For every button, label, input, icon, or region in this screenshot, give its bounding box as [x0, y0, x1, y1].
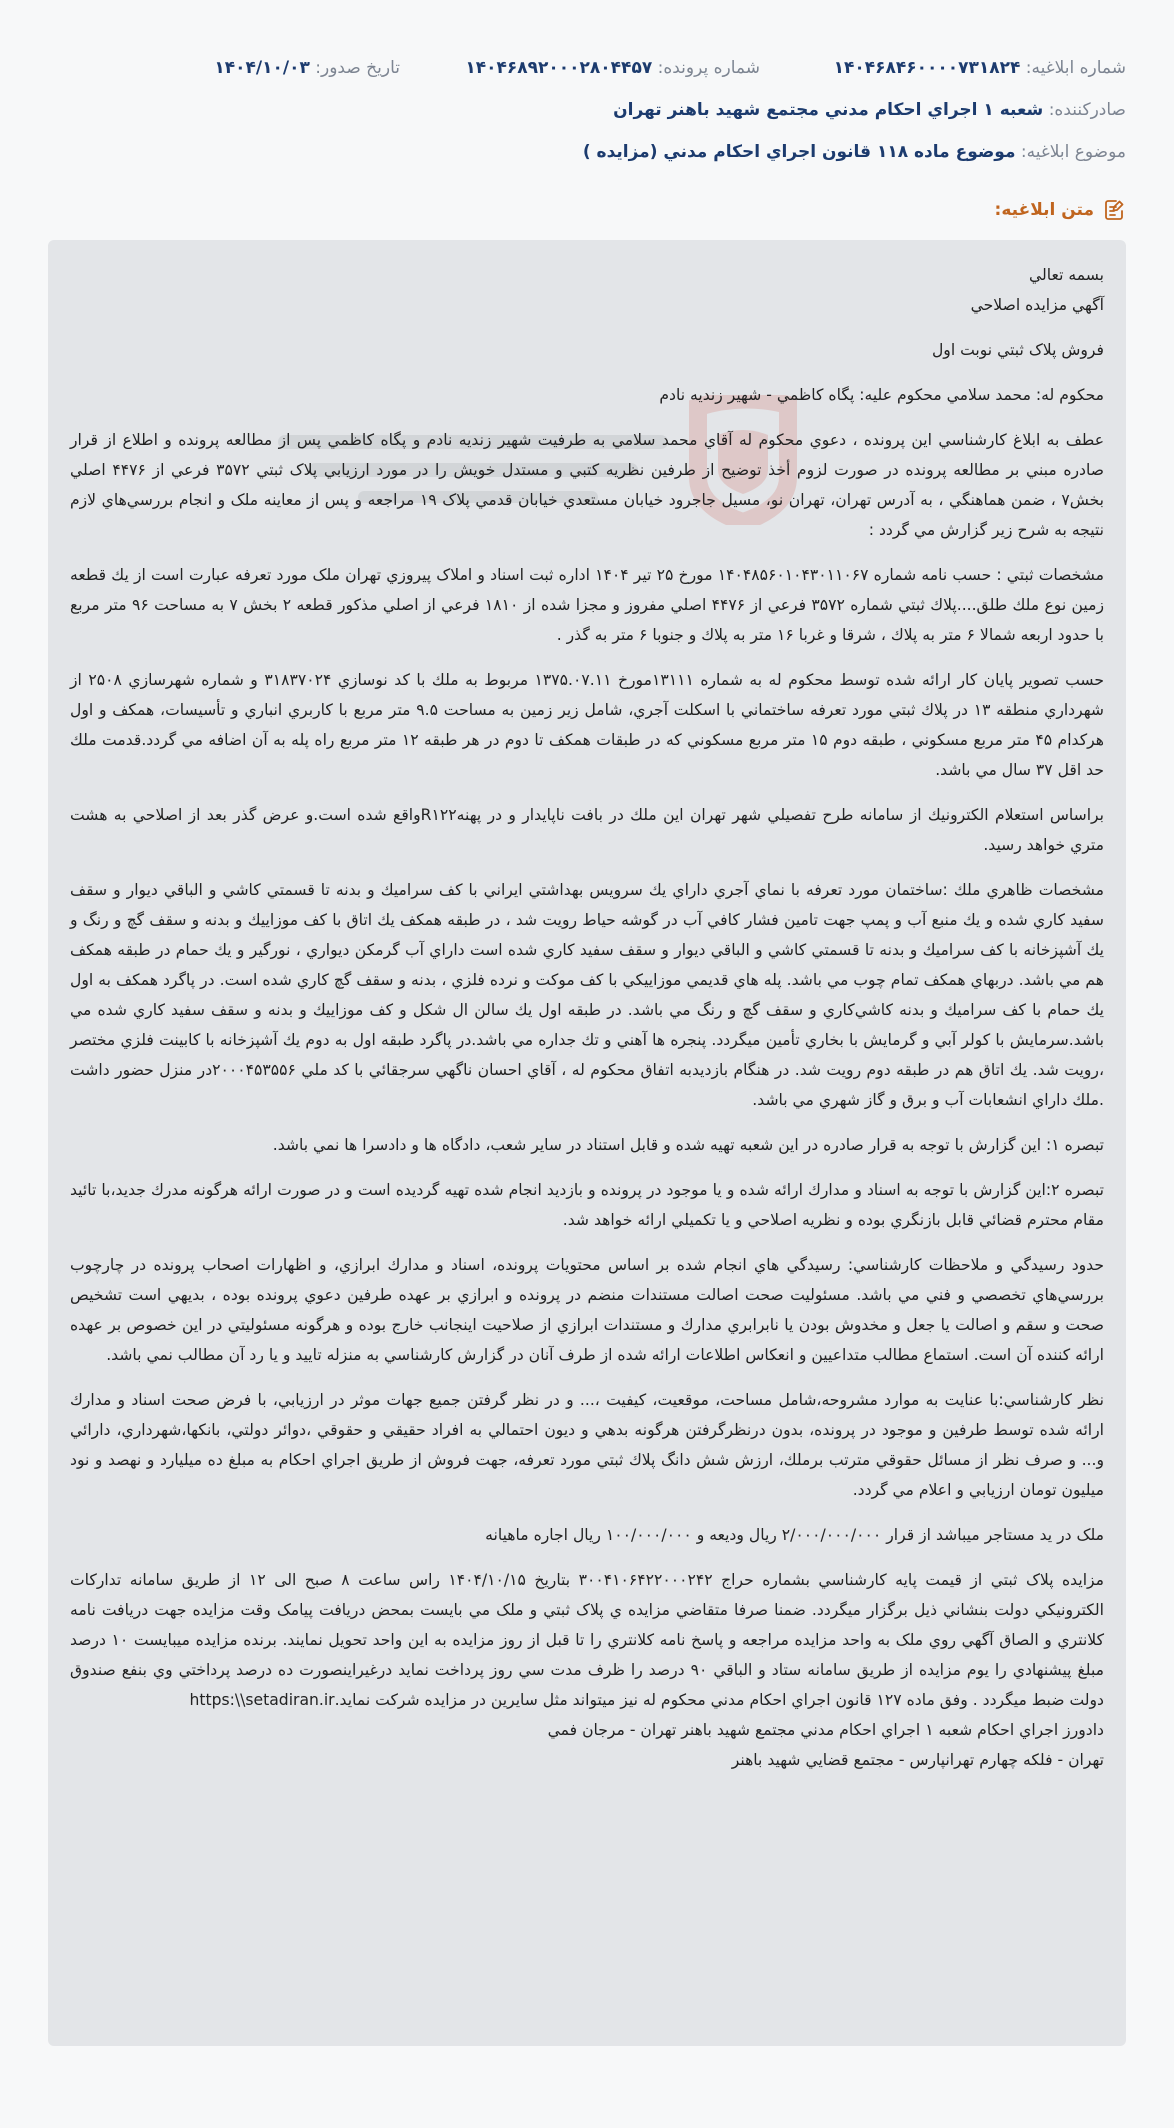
body-line-4: محکوم له: محمد سلامي محکوم عليه: پگاه کاظمي - شهير زنديه نادم [659, 386, 1104, 404]
notice-number: شماره ابلاغيه: ۱۴۰۴۶۸۴۶۰۰۰۰۷۳۱۸۲۴ [833, 58, 1126, 78]
body-paragraph-10: ملک در يد مستاجر ميباشد از قرار ۲/۰۰۰/۰۰۰/۰۰۰ ريال وديعه و ۱۰۰/۰۰۰/۰۰۰ ريال اجاره ماهيانه [485, 1526, 1104, 1544]
body-paragraph-8: حدود رسيدگي و ملاحظات كارشناسي: رسيدگي هاي انجام شده بر اساس محتويات پرونده، اسناد و مدارك ابرازي، و اظهارات اصحاب پرونده در چارچوب بررسي‌هاي تخصصي و فني مي باشد. مسئوليت صحت اصالت مستندات منضم در پرونده و ابرازي بر عهده طرفين دعوي پرونده بوده ، بديهي است تشخيص صحت و سقم و اصالت يا جعل و مخدوش بودن يا نابرابري مدارك و مستندات ابرازي از صلاحيت اينجانب خارج بوده و هرگونه مسئوليتي در اين خصوص بر عهده ارائه كننده آن است. استماع مطالب متداعيين و انعكاس اطلاعات ارائه شده از طرف آنان در گزارش كارشناسي به منزله تاييد و يا رد آن مطالب نمي باشد. [70, 1256, 1104, 1364]
notice-heading: متن ابلاغيه: [995, 198, 1126, 222]
body-paragraph-3: حسب تصوير پايان كار ارائه شده توسط محكوم له به شماره ۱۳۱۱۱مورخ ۱۳۷۵.۰۷.۱۱ مربوط به ملك با كد نوسازي ۳۱۸۳۷۰۲۴ و شماره شهرسازي ۲۵۰۸ از شهرداري منطقه ۱۳ در پلاك ثبتي مورد تعرفه ساختماني با اسكلت آجري، شامل زير زمين به مساحت ۹.۵ متر مربع با كاربري انباري و تأسيسات، همكف و اول هركدام ۴۵ متر مربع مسكوني ، طبقه دوم ۱۵ متر مربع مسكوني كه در طبقات همكف تا دوم در هر طبقه ۱۲ متر مربع راه پله به آن اضافه مي گردد.قدمت ملك حد اقل ۳۷ سال مي باشد. [70, 671, 1104, 779]
issuer: صادرکننده: شعبه ۱ اجراي احكام مدني مجتمع شهيد باهنر تهران [613, 100, 1126, 120]
notice-body [70, 260, 1104, 1775]
body-paragraph-2: مشخصات ثبتي : حسب نامه شماره ۱۴۰۴۸۵۶۰۱۰۴۳۰۱۱۰۶۷ مورخ ۲۵ تير ۱۴۰۴ اداره ثبت اسناد و املاک پيروزي تهران ملک مورد تعرفه عبارت است از يك قطعه زمين نوع ملك طلق....پلاك ثبتي شماره ۳۵۷۲ فرعي از ۴۴۷۶ اصلي مفروز و مجزا شده از ۱۸۱۰ فرعي از اصلي مذكور قطعه ۲ بخش ۷ به مساحت ۹۶ متر مربع با حدود اربعه شمالا ۶ متر به پلاك ، شرقا و غربا ۱۶ متر به پلاك و جنوبا ۶ متر به گذر . [70, 566, 1104, 644]
document-edit-icon [1102, 198, 1126, 222]
case-number: شماره پرونده: ۱۴۰۴۶۸۹۲۰۰۰۲۸۰۴۴۵۷ [465, 58, 760, 78]
notice-subject: موضوع ابلاغيه: موضوع ماده ۱۱۸ قانون اجراي احکام مدني (مزايده ) [582, 142, 1126, 162]
body-paragraph-5: مشخصات ظاهري ملك :ساختمان مورد تعرفه با نماي آجري داراي يك سرويس بهداشتي ايراني با كف سراميك و بدنه تا قسمتي كاشي و الباقي ديوار و سقف سفيد كاري شده و يك منبع آب و پمپ جهت تامين فشار كافي آب در گوشه حياط رويت شد ، در طبقه همكف يك اتاق با كف موزاييك و بدنه و سقف گچ و رنگ و يك آشپزخانه با كف سراميك و بدنه تا قسمتي كاشي و الباقي ديوار و سقف سفيد كاري شده است داراي آب گرمكن ديواري ، نورگير و يك حمام در طبقه همكف هم مي باشد. دربهاي همكف تمام چوب مي باشد. پله هاي قديمي موزاييكي با كف موكت و نرده فلزي ، بدنه و سقف گچ كاري شده است. در پاگرد همكف به اول يك حمام با كف سراميك و بدنه كاشي‌كاري و سقف گچ و رنگ مي باشد. در طبقه اول يك سالن ال شكل و كف موزاييك و بدنه و سقف سفيد كاري شده مي باشد.سرمايش با كولر آبي و گرمايش با بخاري تأمين ميگردد. پنجره ها آهني و تك جداره مي باشد.در پاگرد طبقه اول به دوم يك آشپزخانه با كابينت فلزي مختصر ،رويت شد. يك اتاق هم در طبقه دوم رويت شد. در هنگام بازديدبه اتفاق محكوم له ، آقاي احسان ناگهي سرجقائي با كد ملي ۲۰۰۰۴۵۳۵۵۶در منزل حضور داشت .ملك داراي انشعابات آب و برق و گاز شهري مي باشد. [70, 881, 1104, 1109]
issue-date: تاريخ صدور: ۱۴۰۴/۱۰/۰۳ [214, 58, 400, 78]
signature-line-2: تهران - فلکه چهارم تهرانپارس - مجتمع قضايي شهيد باهنر [731, 1751, 1104, 1769]
notice-text-box [48, 240, 1126, 2046]
body-paragraph-6: تبصره ۱: اين گزارش با توجه به قرار صادره در اين شعبه تهيه شده و قابل استناد در ساير شعب، دادگاه ها و دادسرا ها نمي باشد. [272, 1136, 1104, 1154]
body-paragraph-9: نظر كارشناسي:با عنايت به موارد مشروحه،شامل مساحت، موقعيت، كيفيت ،... و در نظر گرفتن جميع جهات موثر در ارزيابي، با فرض صحت اسناد و مدارك ارائه شده توسط طرفين و موجود در پرونده، بدون درنظرگرفتن هرگونه بدهي و ديون احتمالي به افراد حقيقي و حقوقي ،دوائر دولتي، بانكها،شهرداري، دارائي و... و صرف نظر از مسائل حقوقي مترتب برملك، ارزش شش دانگ پلاك ثبتي مورد تعرفه، جهت فروش از طريق اجراي احكام به مبلغ ده ميليارد و نهصد و نود ميليون تومان ارزيابي و اعلام مي گردد. [70, 1391, 1104, 1499]
body-line-3: فروش پلاک ثبتي نوبت اول [931, 341, 1104, 359]
body-paragraph-4: براساس استعلام الكترونيك از سامانه طرح تفصيلي شهر تهران اين ملك در بافت ناپايدار و در پهنهR۱۲۲واقع شده است.و عرض گذر بعد از اصلاحي به هشت متري خواهد رسيد. [70, 806, 1104, 854]
body-paragraph-7: تبصره ۲:اين گزارش با توجه به اسناد و مدارك ارائه شده و يا موجود در پرونده و بازديد انجام شده تهيه گرديده است و در صورت ارائه هرگونه مدرك جديد،با تائيد مقام محترم قضائي قابل بازنگري بوده و نظريه اصلاحي و يا تكميلي ارائه خواهد شد. [70, 1181, 1104, 1229]
body-paragraph-11: مزايده پلاک ثبتي از قيمت پايه کارشناسي بشماره حراج ۳۰۰۴۱۰۶۴۲۲۰۰۰۲۴۲ بتاريخ ۱۴۰۴/۱۰/۱۵ راس ساعت ۸ صبح الی ۱۲ از طريق سامانه تدارکات الکترونيکي دولت بنشاني ذيل برگزار ميگردد. ضمنا صرفا متقاضي مزايده ي پلاک ثبتي و ملک مي بايست بمحض دريافت پيامک وقت مزايده جهت دريافت نامه کلانتري و الصاق آگهي روي ملک به واحد مزايده مراجعه و پاسخ نامه کلانتري را تا قبل از روز مزايده به اين واحد تحويل نمايند. برنده مزايده ميبايست ۱۰ درصد مبلغ پيشنهادي را يوم مزايده از طريق سامانه ستاد و الباقي ۹۰ درصد را ظرف مدت سي روز پرداخت نمايد درغيراينصورت ده درصد پرداختي وي بنفع صندوق دولت ضبط ميگردد . وفق ماده ۱۲۷ قانون اجراي احکام مدني محکوم له نيز ميتواند مثل سايرين در مزايده شرکت نمايد.https:\\setadiran.ir [70, 1571, 1105, 1709]
signature-line-1: دادورز اجراي احکام شعبه ۱ اجراي احكام مدني مجتمع شهيد باهنر تهران - مرجان فمي [547, 1721, 1104, 1739]
body-line-1: بسمه تعالي [1029, 266, 1104, 284]
body-paragraph-1: عطف به ابلاغ کارشناسي اين پرونده ، دعوي محکوم له آقاي محمد سلامي به طرفيت شهير زنديه نادم و پگاه کاظمي پس از مطالعه پرونده و اطلاع از قرار صادره مبني بر مطالعه پرونده در صورت لزوم أخذ توضيح از طرفين نظريه کتبي و مستدل خويش را در مورد ارزيابي پلاک ثبتي ۳۵۷۲ فرعي از ۴۴۷۶ اصلي بخش۷ ، ضمن هماهنگي ، به آدرس تهران، تهران نو، مسيل جاجرود خيابان مستعدي خيابان قدمي پلاک ۱۹ مراجعه و پس از معاينه ملک و انجام بررسي‌هاي لازم نتيجه به شرح زير گزارش مي گردد : [70, 431, 1104, 539]
body-line-2: آگهي مزايده اصلاحي [970, 296, 1104, 314]
